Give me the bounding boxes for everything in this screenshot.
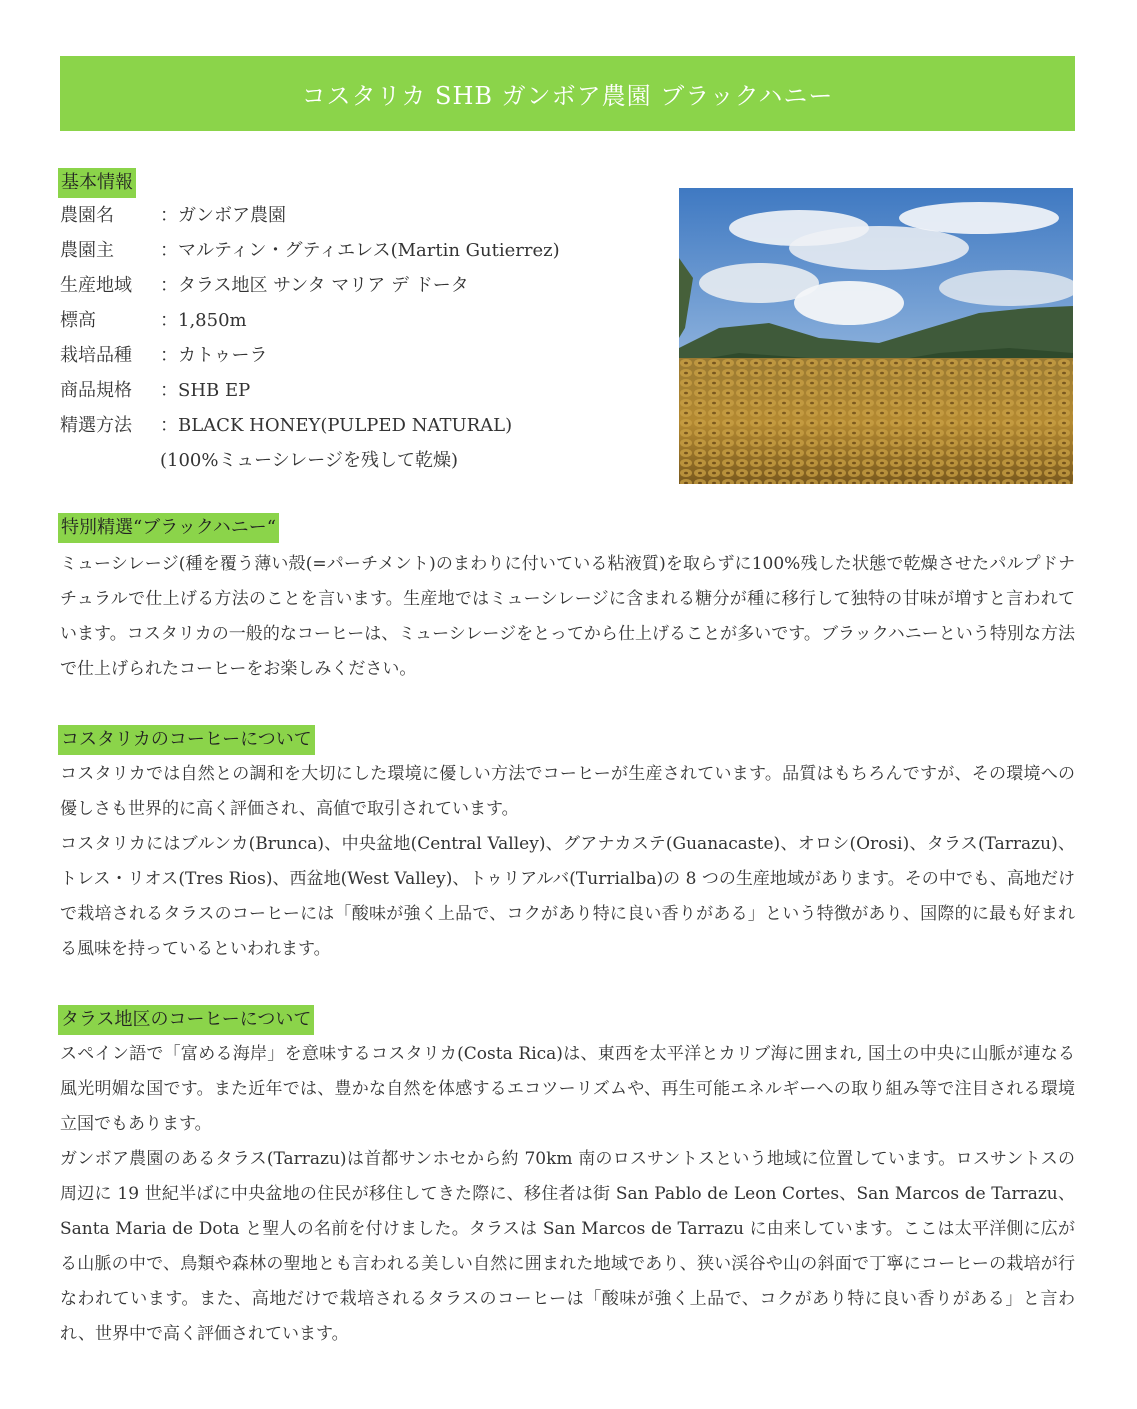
black-honey-text: ミューシレージ(種を覆う薄い殻(=パーチメント)のまわりに付いている粘液質)を取らずに100%残した状態で乾燥させたパルプドナチュラルで仕上げる方法のことを言います。生産地ではミューシレージに含まれる糖分が種に移行して独特の甘味が増すと言われています。コスタリカの一般的なコーヒーは、ミューシレージをとってから仕上げることが多いです。ブラックハニーという特別な方法で仕上げられたコーヒーをお楽しみください。 [60,554,1075,679]
coffee-beans-landscape-image [679,188,1073,484]
heading-black-honey: 特別精選“ブラックハニー“ [58,513,279,543]
heading-costa-rica-coffee: コスタリカのコーヒーについて [58,725,315,755]
coffee-drying-photo [679,188,1073,484]
heading-tarrazu-coffee: タラス地区のコーヒーについて [58,1005,314,1035]
info-row: 農園主 ： マルティン・グティエレス(Martin Gutierrez) [60,240,560,261]
title-banner [60,56,1075,131]
info-row: 農園名 ： ガンボア農園 [60,205,286,226]
info-row: 商品規格 ： SHB EP [60,380,251,401]
costa-rica-text: コスタリカでは自然との調和を大切にした環境に優しい方法でコーヒーが生産されています。品質はもちろんですが、その環境への優しさも世界的に高く評価され、高値で取引されています。 コスタリカにはブルンカ(Brunca)、中央盆地(Central Valley)、グアナカステ(Guanacaste)、オロシ(Orosi)、タラス(Tarrazu)、トレス・リオス(Tres Rios)、西盆地(West Valley)、トゥリアルバ(Turrialba)の 8 つの生産地域があります。その中でも、高地だけで栽培されるタラスのコーヒーには「酸味が強く上品で、コクがあり特に良い香りがある」という特徴があり、国際的に最も好まれる風味を持っているといわれます。 [60,764,1075,959]
info-row: 栽培品種 ： カトゥーラ [60,345,268,366]
tarrazu-text: スペイン語で「富める海岸」を意味するコスタリカ(Costa Rica)は、東西を太平洋とカリブ海に囲まれ, 国土の中央に山脈が連なる風光明媚な国です。また近年では、豊かな自然を体感するエコツーリズムや、再生可能エネルギーへの取り組み等で注目される環境立国でもあります。 ガンボア農園のあるタラス(Tarrazu)は首都サンホセから約 70km 南のロスサントスという地域に位置しています。ロスサントスの周辺に 19 世紀半ばに中央盆地の住民が移住してきた際に、移住者は街 San Pablo de Leon Cortes、San Marcos de Tarrazu、Santa Maria de Dota と聖人の名前を付けました。タラスは San Marcos de Tarrazu に由来しています。ここは太平洋側に広がる山脈の中で、鳥類や森林の聖地とも言われる美しい自然に囲まれた地域であり、狭い渓谷や山の斜面で丁寧にコーヒーの栽培が行なわれています。また、高地だけで栽培されるタラスのコーヒーは「酸味が強く上品で、コクがあり特に良い香りがある」と言われ、世界中で高く評価されています。 [60,1044,1075,1344]
info-row: 生産地域 ： タラス地区 サンタ マリア デ ドータ [60,275,469,296]
info-row: 精選方法 ： BLACK HONEY(PULPED NATURAL) [60,415,513,436]
info-note: (100%ミューシレージを残して乾燥) [160,450,458,471]
basic-info-list [60,198,660,478]
heading-basic-info: 基本情報 [58,168,136,198]
page-title: コスタリカ SHB ガンボア農園 ブラックハニー [301,82,834,110]
info-row: 標高 ： 1,850m [60,310,247,331]
